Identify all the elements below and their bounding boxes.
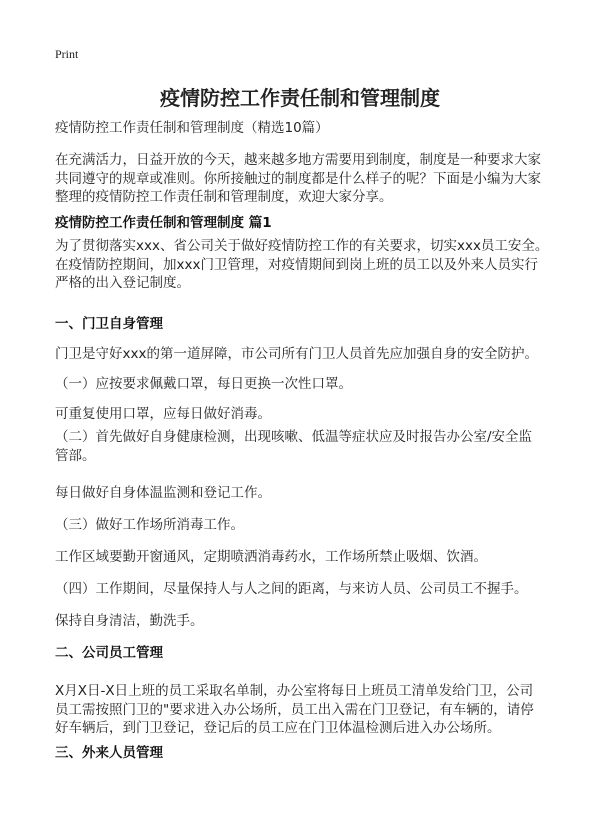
text-line: 在充满活力，日益开放的今天，越来越多地方需要用到制度，制度是一种要求大家: [55, 152, 541, 168]
text-line: 工作区域要勤开窗通风，定期喷洒消毒药水，工作场所禁止吸烟、饮酒。: [55, 549, 487, 565]
text-line: （三）做好工作场所消毒工作。: [55, 517, 244, 533]
print-link[interactable]: Print: [55, 47, 79, 61]
paragraph: [55, 612, 555, 631]
text-line: 门卫是守好xxx的第一道屏障，市公司所有门卫人员首先应加强自身的安全防护。: [55, 346, 538, 362]
text-line: 保持自身清洁，勤洗手。: [55, 613, 204, 629]
section-heading: [55, 214, 555, 233]
paragraph: [55, 405, 555, 424]
text-line: 疫情防控工作责任制和管理制度 篇1: [55, 215, 272, 231]
paragraph: [55, 548, 555, 567]
paragraph: [55, 516, 555, 535]
text-line: 好车辆后，到门卫登记，登记后的员工应在门卫体温检测后进入办公场所。: [55, 720, 501, 736]
text-line: 三、外来人员管理: [55, 745, 163, 761]
paragraph: [55, 345, 555, 364]
text-line: 可重复使用口罩，应每日做好消毒。: [55, 406, 271, 422]
paragraph: [55, 119, 555, 138]
paragraph: [55, 375, 555, 394]
paragraph: [55, 580, 555, 599]
text-line: 二、公司员工管理: [55, 645, 163, 661]
text-line: （四）工作期间，尽量保持人与人之间的距离，与来访人员、公司员工不握手。: [55, 581, 528, 597]
text-line: （一）应按要求佩戴口罩，每日更换一次性口罩。: [55, 376, 352, 392]
text-line: 严格的出入登记制度。: [55, 275, 190, 291]
text-line: 为了贯彻落实xxx、省公司关于做好疫情防控工作的有关要求，切实xxx员工安全。: [55, 238, 549, 254]
text-line: X月X日-X日上班的员工采取名单制，办公室将每日上班员工清单发给门卫，公司: [55, 683, 534, 699]
paragraph: [55, 484, 555, 503]
text-line: （二）首先做好自身健康检测，出现咳嗽、低温等症状应及时报告办公室/安全监: [55, 429, 533, 445]
text-line: 管部。: [55, 447, 96, 464]
paragraph: [55, 428, 555, 465]
text-line: 疫情防控工作责任制和管理制度（精选10篇）: [55, 120, 329, 136]
document-title: 疫情防控工作责任制和管理制度: [160, 86, 440, 110]
paragraph: [55, 237, 555, 293]
text-line: 员工需按照门卫的"要求进入办公场所，员工出入需在门卫登记，有车辆的，请停: [55, 701, 534, 718]
section-heading: [55, 744, 555, 763]
section-heading: [55, 644, 555, 663]
text-line: 每日做好自身体温监测和登记工作。: [55, 485, 271, 501]
paragraph: [55, 151, 555, 207]
text-line: 共同遵守的规章或准则。你所接触过的制度都是什么样子的呢？下面是小编为大家: [55, 170, 541, 187]
section-heading: [55, 315, 555, 334]
paragraph: [55, 682, 555, 738]
text-line: 一、门卫自身管理: [55, 316, 163, 332]
text-line: 在疫情防控期间，加xxx门卫管理，对疫情期间到岗上班的员工以及外来人员实行: [55, 256, 538, 273]
text-line: 整理的疫情防控工作责任制和管理制度，欢迎大家分享。: [55, 189, 393, 205]
